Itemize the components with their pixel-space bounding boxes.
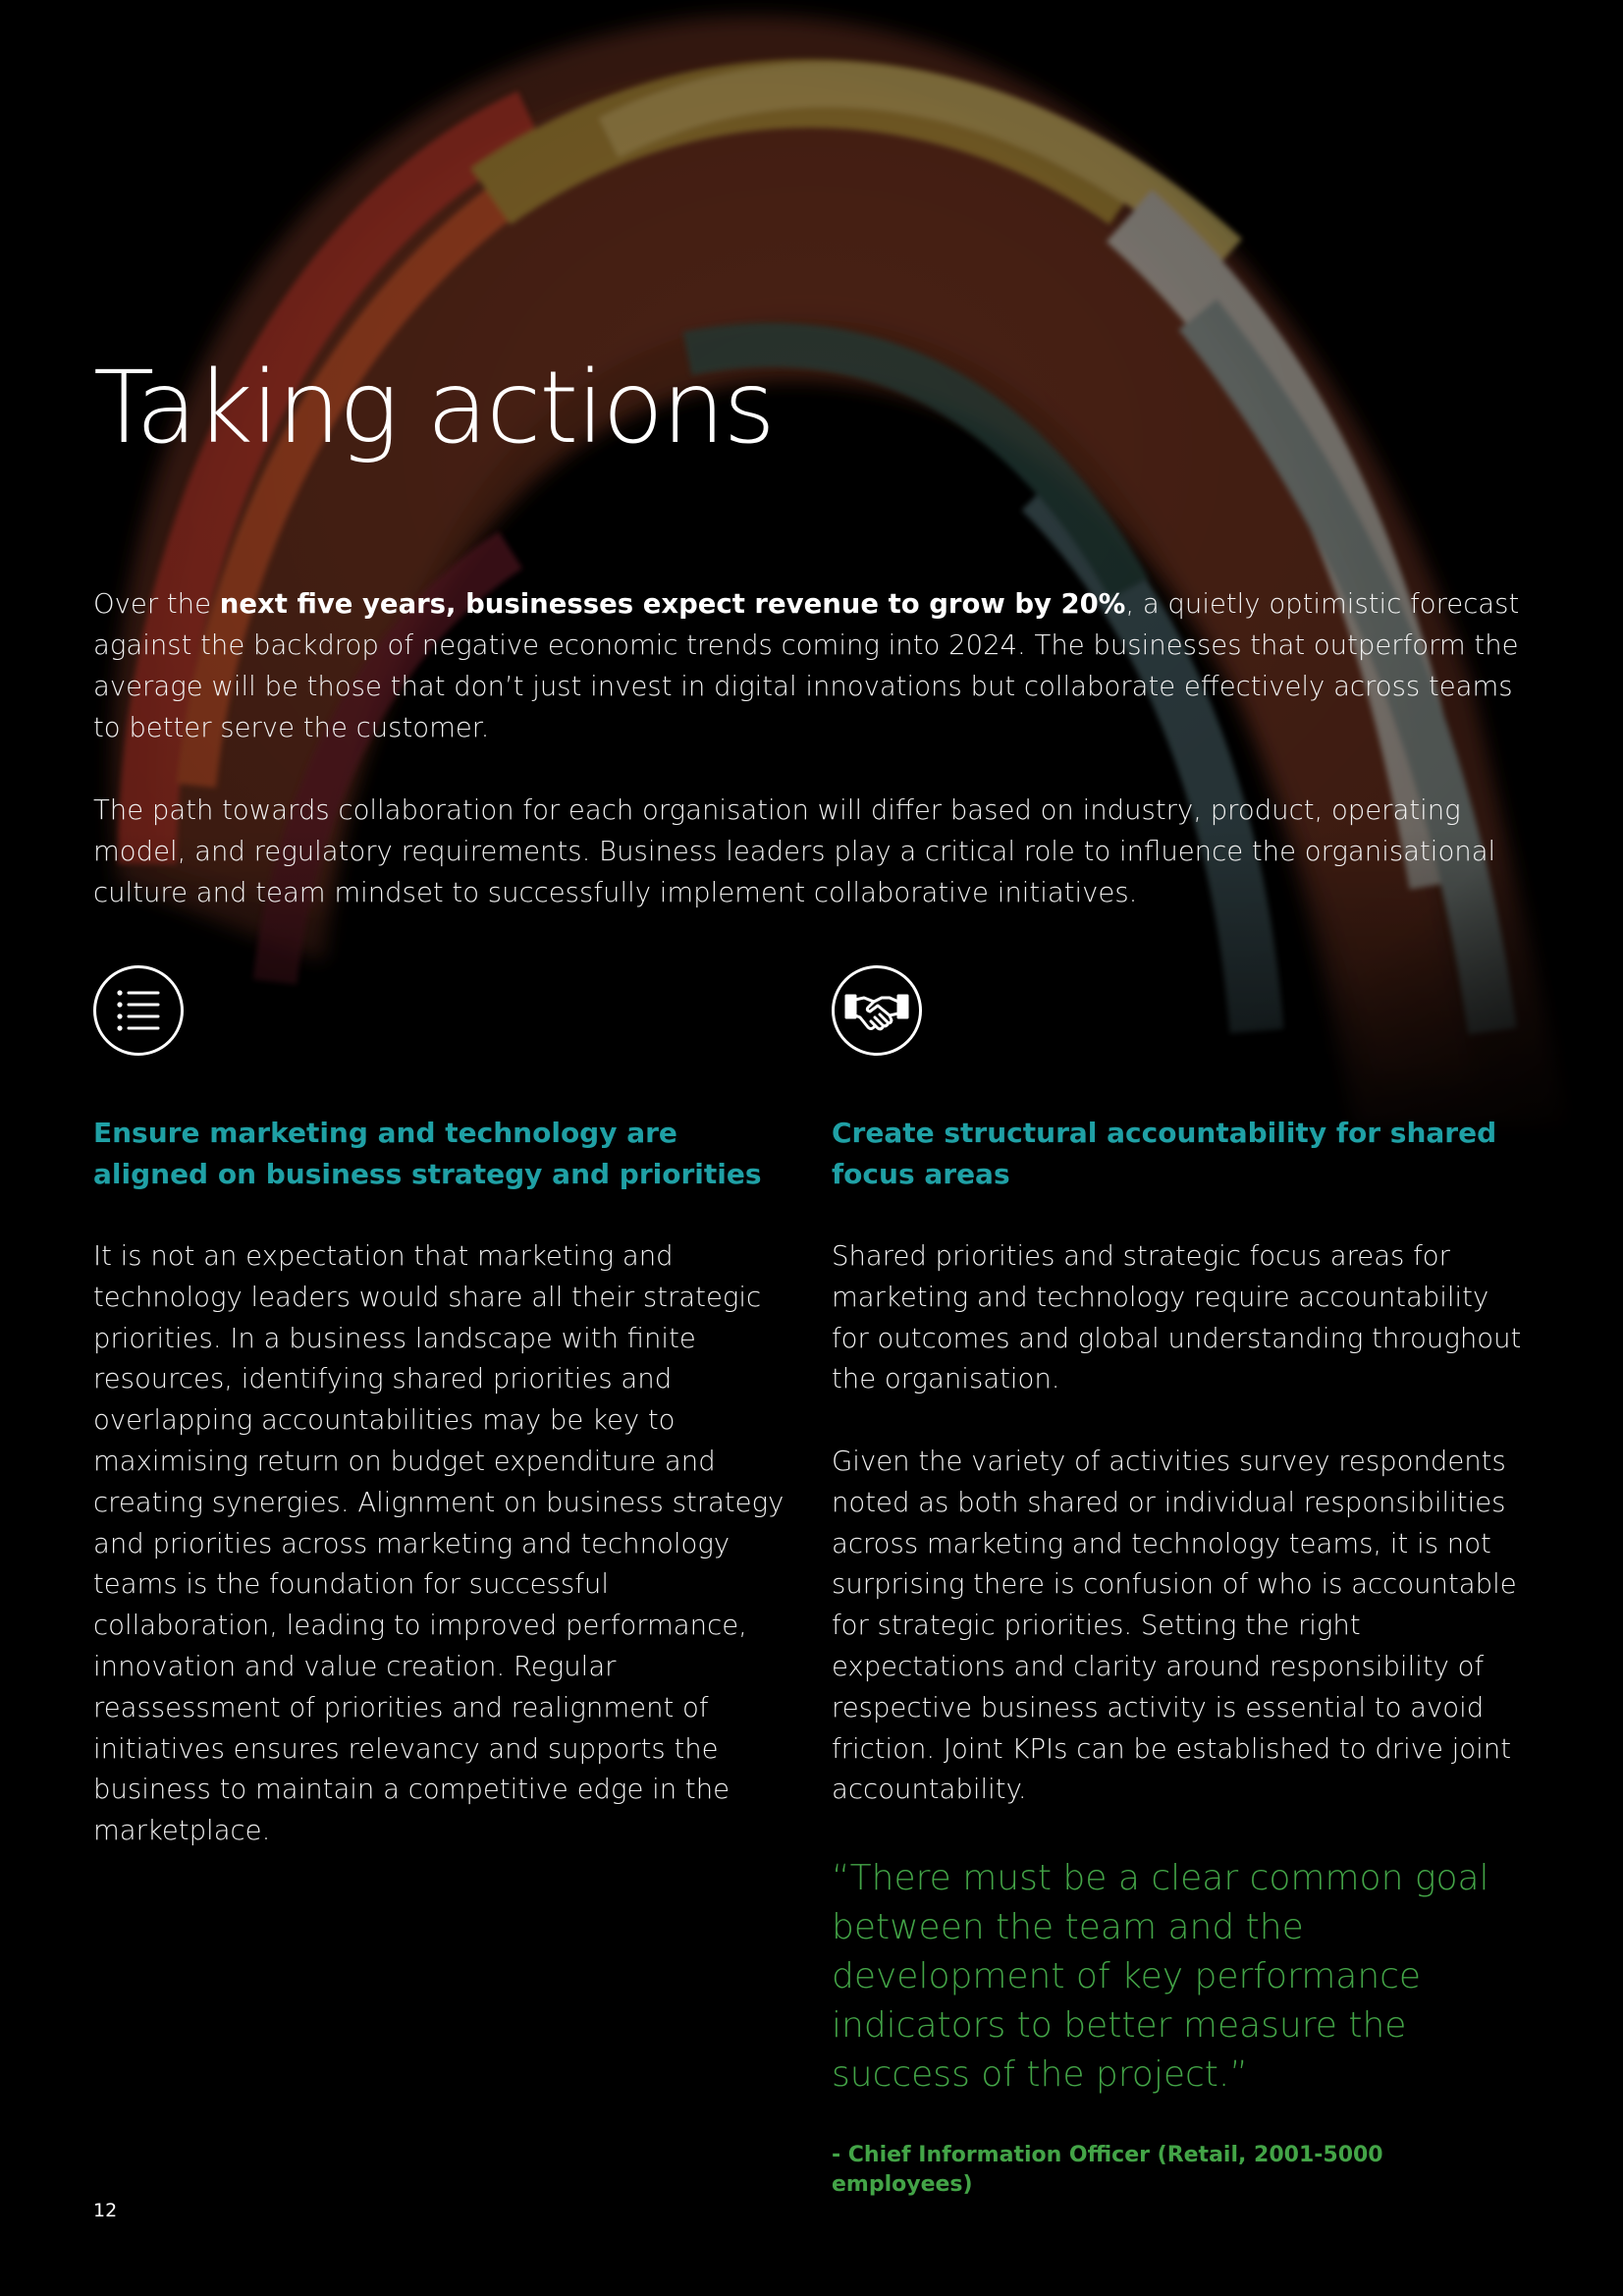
intro-paragraph-2: The path towards collaboration for each organisation will differ based on industry, product, operating model, and regulatory requirements. Business leaders play a critical role to influence the organisational culture and team mindset to successfully implement collaborative initiatives. — [93, 794, 1496, 908]
left-column-paragraph: It is not an expectation that marketing and technology leaders would share all their strategic priorities. In a business landscape with finite resources, identifying shared priorities and overlapping accountabilities may be key to maximising return on budget expenditure and creating synergies. Alignment on business strategy and priorities across marketing and technology teams is the foundation for successful collaboration, leading to improved performance, innovation and value creation. Regular reassessment of priorities and realignment of initiatives ensures relevancy and supports the business to maintain a competitive edge in the marketplace. — [93, 1240, 784, 1847]
intro-p1-rest: , a quietly optimistic forecast against the backdrop of negative economic trends coming into 2024. The businesses that outperform the average will be those that don’t just invest in digital innovations but collaborate effectively across teams to better serve the customer. — [93, 588, 1520, 743]
left-column-body — [93, 1236, 790, 1893]
left-column — [93, 965, 790, 1847]
right-column-heading: Create structural accountability for shared focus areas — [832, 1117, 1497, 1190]
intro-p1-highlight: next five years, businesses expect revenue to grow by 20% — [219, 588, 1126, 620]
right-column-body — [832, 1236, 1529, 2241]
page-number: 12 — [93, 2200, 118, 2221]
intro-paragraph-1 — [93, 583, 1542, 748]
page-title: Taking actions — [93, 350, 774, 466]
pull-quote: “There must be a clear common goal between the team and the development of key performance indicators to better measure the success of the project.” — [832, 1858, 1489, 2096]
list-icon — [93, 965, 184, 1056]
right-column — [832, 965, 1529, 2197]
right-column-paragraph-2: Given the variety of activities survey respondents noted as both shared or individual responsibilities across marketing and technology teams, it is not surprising there is confusion of who is accountable for strategic priorities. Setting the right expectations and clarity around responsibility of respective business activity is essential to avoid friction. Joint KPIs can be established to drive joint accountability. — [832, 1445, 1517, 1806]
left-column-heading: Ensure marketing and technology are aligned on business strategy and priorities — [93, 1117, 762, 1190]
right-column-paragraph-1: Shared priorities and strategic focus areas for marketing and technology require accountability for outcomes and global understanding throughout the organisation. — [832, 1240, 1522, 1395]
handshake-icon — [832, 965, 922, 1056]
quote-attribution: - Chief Information Officer (Retail, 2001-5000 employees) — [832, 2142, 1383, 2197]
intro-text — [93, 583, 1542, 955]
intro-p1-lead: Over the — [93, 588, 220, 620]
